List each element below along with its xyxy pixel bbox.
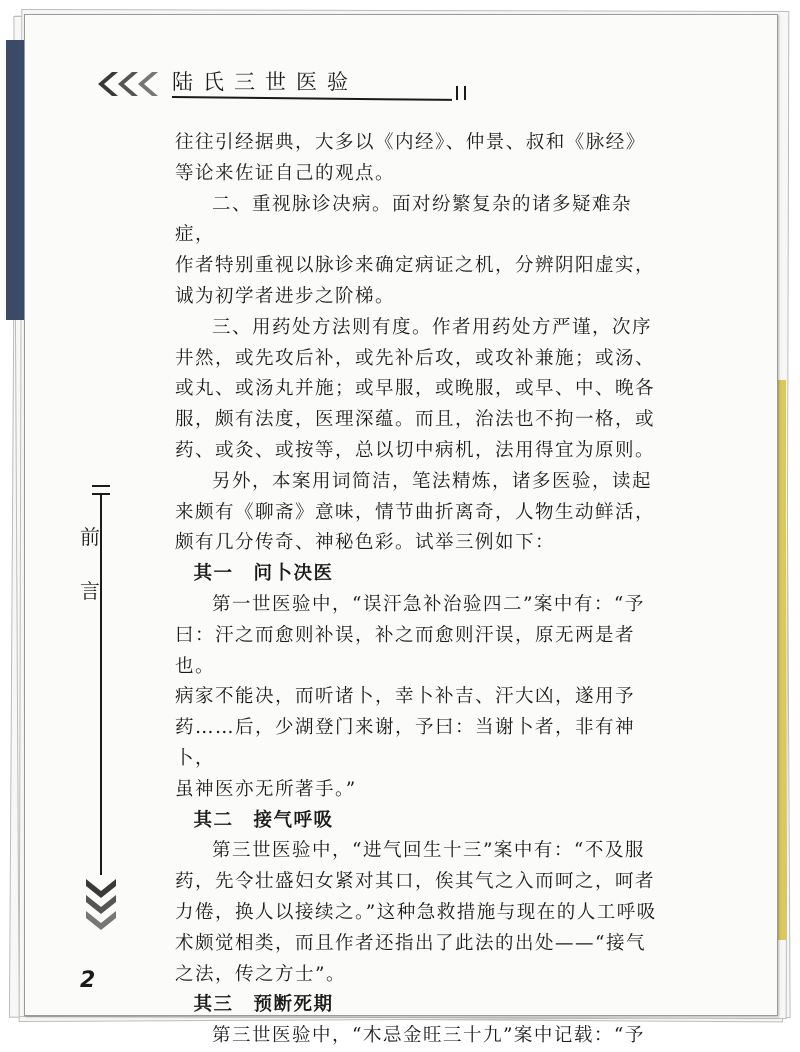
running-header (92, 62, 472, 108)
text-line: 病家不能决，而听诸卜，幸卜补吉、汗大凶，遂用予 (175, 686, 636, 708)
body-text (175, 128, 665, 1052)
text-line: 或丸、或汤丸并施；或早服，或晚服，或早、中、晚各 (175, 378, 656, 400)
example-heading-2: 其二 接气呼吸 (193, 809, 334, 831)
text-line: 第三世医验中，“进气回生十三”案中有：“不及服 (212, 840, 645, 862)
text-line: 另外，本案用词简洁，笔法精炼，诸多医验，读起 (212, 470, 653, 492)
text-line: 三、用药处方法则有度。作者用药处方严谨，次序 (212, 316, 653, 338)
text-line: 力倦，换人以接续之。”这种急救措施与现在的人工呼吸 (175, 901, 657, 923)
text-line: 虽神医亦无所著手。” (175, 778, 357, 800)
text-line: 井然，或先攻后补，或先补后攻，或攻补兼施；或汤、 (175, 347, 656, 369)
side-label-char-2: 言 (80, 579, 100, 603)
header-rule (172, 96, 452, 101)
example-heading-1: 其一 问卜决医 (193, 563, 334, 585)
triple-down-chevron-icon (84, 877, 118, 937)
text-line: 第一世医验中，“误汗急补治验四二”案中有：“予 (212, 593, 645, 615)
text-line: 二、重视脉诊决病。面对纷繁复杂的诸多疑难杂症， (175, 193, 633, 246)
text-line: 药、或灸、或按等，总以切中病机，法用得宜为原则。 (175, 439, 656, 461)
text-line: 作者特别重视以脉诊来确定病证之机，分辨阴阳虚实， (175, 255, 656, 277)
text-line: 之法，传之方士”。 (175, 963, 346, 985)
header-title: 陆氏三世医验 (172, 70, 358, 94)
header-end-mark (456, 86, 466, 100)
text-line: 来颇有《聊斋》意味，情节曲折离奇，人物生动鲜活， (175, 501, 656, 523)
page-number: 2 (80, 968, 96, 993)
triple-left-chevron-icon (92, 70, 172, 98)
book-edge-blue (6, 40, 24, 320)
text-line: 第三世医验中，“木忌金旺三十九”案中记载：“予 (212, 1025, 645, 1047)
text-line: 药，先令壮盛妇女紧对其口，俟其气之入而呵之，呵者 (175, 871, 656, 893)
text-line: 颇有几分传奇、神秘色彩。试举三例如下： (175, 532, 556, 554)
side-label-char-1: 前 (80, 525, 100, 549)
text-line: 术颇觉相类，而且作者还指出了此法的出处——“接气 (175, 932, 646, 954)
text-line: 往往引经据典，大多以《内经》、仲景、叔和《脉经》 (175, 132, 646, 153)
side-top-bar (92, 485, 110, 495)
text-line: 等论来佐证自己的观点。 (175, 162, 396, 184)
example-heading-3: 其三 预断死期 (193, 994, 334, 1016)
text-line: 药……后，少湖登门来谢，予曰：当谢卜者，非有神卜， (175, 717, 636, 769)
text-line: 诚为初学者进步之阶梯。 (175, 285, 396, 307)
side-margin-label (72, 485, 122, 955)
text-line: 服，颇有法度，医理深蕴。而且，治法也不拘一格，或 (175, 409, 656, 431)
side-vertical-rule (100, 495, 102, 875)
text-line: 曰：汗之而愈则补误，补之而愈则汗误，原无两是者也。 (175, 624, 636, 677)
